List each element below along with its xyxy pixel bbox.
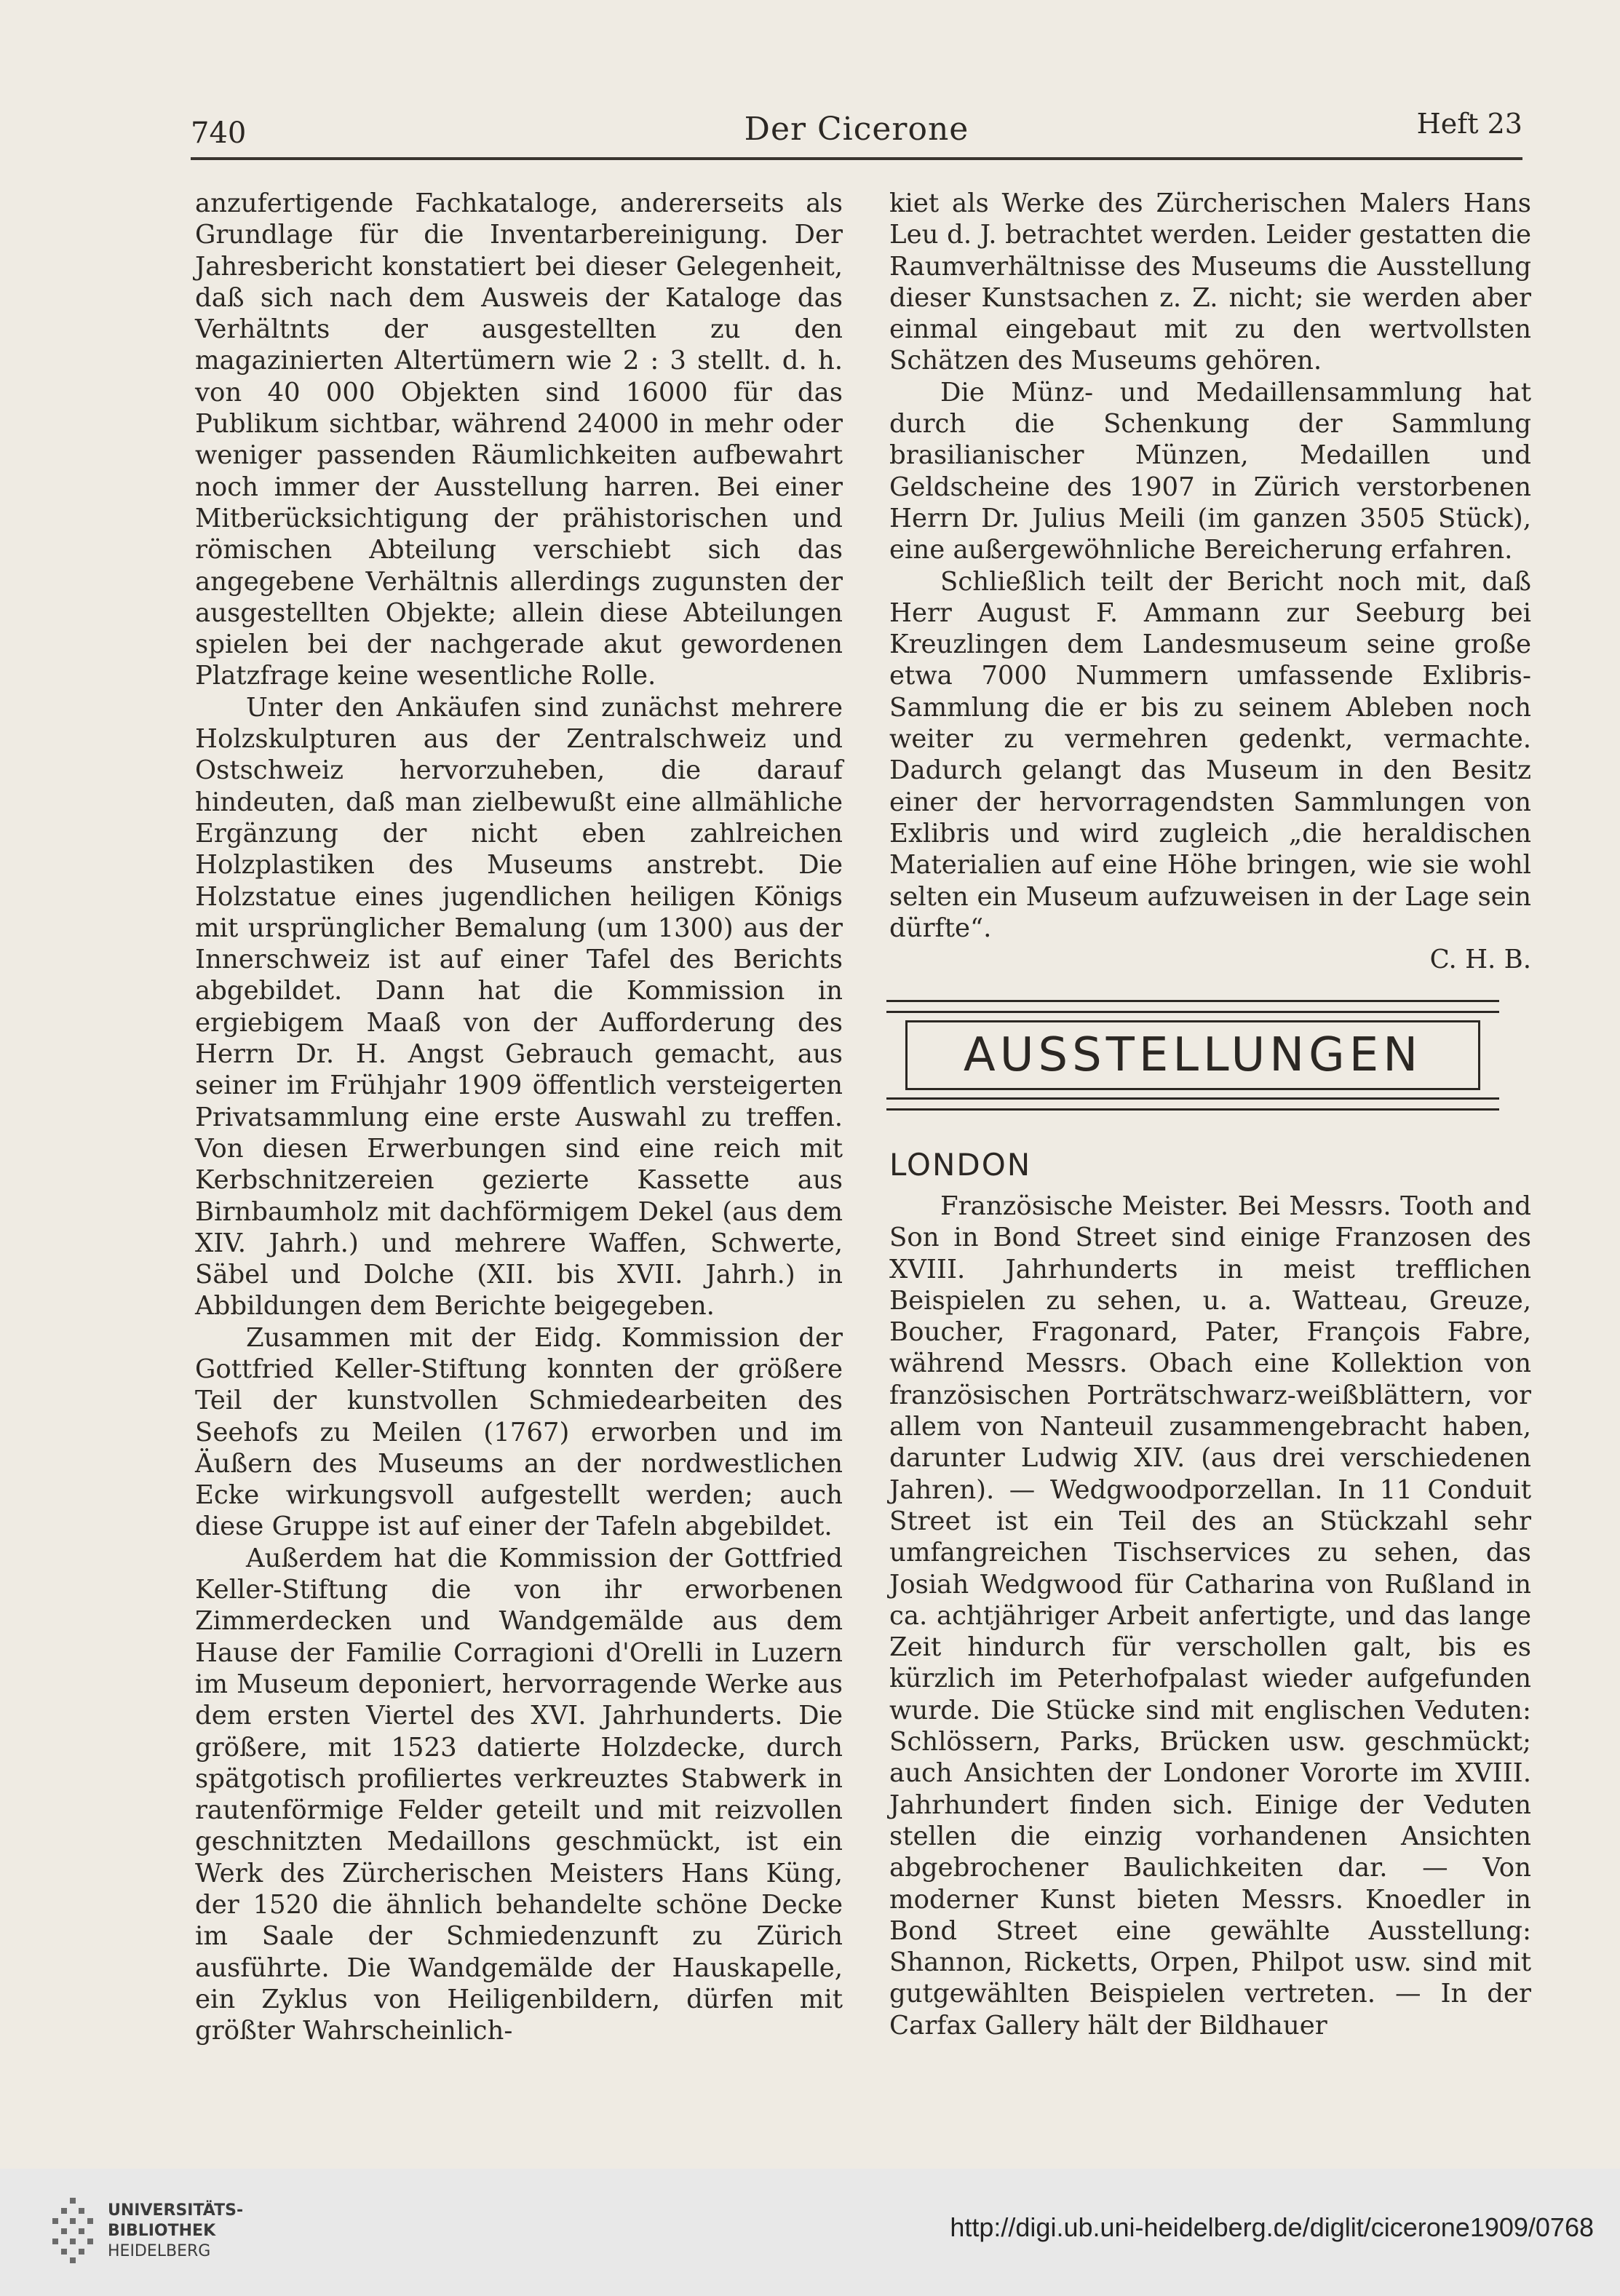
page-number: 740 bbox=[191, 116, 247, 150]
paragraph: Schließlich teilt der Bericht noch mit, daß Herr August F. Ammann zur Seeburg bei Kreuzlingen dem Landesmuseum seine große etwa 7000 Nummern umfassende Exlibris-Sammlung die er bis zu seinem Ableben noch weiter zu vermehren gedenkt, vermachte. Dadurch gelangt das Museum in den Besitz einer der hervorragendsten Sammlungen von Exlibris und wird zugleich „die heraldischen Materialien auf eine Höhe bringen, wie sie wohl selten ein Museum aufzuweisen in der Lage sein dürfte“. bbox=[889, 566, 1531, 943]
library-footer bbox=[0, 2169, 1620, 2296]
banner-rule-bottom bbox=[886, 1097, 1499, 1111]
right-column-bottom bbox=[889, 1191, 1531, 2041]
section-banner bbox=[886, 1000, 1499, 1111]
journal-title: Der Cicerone bbox=[744, 111, 969, 148]
section-heading: LONDON bbox=[889, 1147, 1032, 1183]
banner-title: AUSSTELLUNGEN bbox=[905, 1020, 1480, 1090]
paragraph: Französische Meister. Bei Messrs. Tooth and Son in Bond Street sind einige Franzosen des XVIII. Jahrhunderts in meist trefflichen Beispielen zu sehen, u. a. Watteau, Greuze, Boucher, Fragonard, Pater, François Fabre, während Messrs. Obach eine Kollektion von französischen Porträtschwarz-weißblättern, vor allem von Nanteuil zusammengebracht haben, darunter Ludwig XIV. (aus drei verschiedenen Jahren). — Wedgwoodporzellan. In 11 Conduit Street ist ein Teil des an Stückzahl sehr umfangreichen Tischservices zu sehen, das Josiah Wedgwood für Catharina von Rußland in ca. achtjähriger Arbeit anfertigte, und das lange Zeit hindurch für verschollen galt, bis es kürzlich im Peterhofpalast wieder aufgefunden wurde. Die Stücke sind mit englischen Veduten: Schlössern, Parks, Brücken usw. geschmückt; auch Ansichten der Londoner Vororte im XVIII. Jahrhundert finden sich. Einige der Veduten stellen die einzig vorhandenen Ansichten abgebrochener Baulichkeiten dar. — Von moderner Kunst bieten Messrs. Knoedler in Bond Street eine gewählte Ausstellung: Shannon, Ricketts, Orpen, Philpot usw. sind mit gutgewählten Beispielen vertreten. — In der Carfax Gallery hält der Bildhauer bbox=[889, 1191, 1531, 2041]
paragraph: Zusammen mit der Eidg. Kommission der Gottfried Keller-Stiftung konnten der größere Teil der kunstvollen Schmiedearbeiten des Seehofs zu Meilen (1767) erworben und im Äußern des Museums an der nordwestlichen Ecke wirkungsvoll aufgestellt werden; auch diese Gruppe ist auf einer der Tafeln abgebildet. bbox=[195, 1322, 843, 1542]
left-column bbox=[195, 188, 843, 2047]
right-column-top bbox=[889, 188, 1531, 975]
source-url[interactable]: http://digi.ub.uni-heidelberg.de/diglit/cicerone1909/0768 bbox=[950, 2212, 1594, 2242]
institution-name: UNIVERSITÄTS- BIBLIOTHEK HEIDELBERG bbox=[108, 2201, 244, 2260]
paragraph: Die Münz- und Medaillensammlung hat durch die Schenkung der Sammlung brasilianischer Münzen, Medaillen und Geldscheine des 1907 in Zürich verstorbenen Herrn Dr. Julius Meili (im ganzen 3505 Stück), eine außergewöhnliche Bereicherung erfahren. bbox=[889, 377, 1531, 565]
library-logo-icon bbox=[52, 2198, 93, 2263]
paragraph: kiet als Werke des Zürcherischen Malers Hans Leu d. J. betrachtet werden. Leider gestatten die Raumverhältnisse des Museums die Ausstellung dieser Kunstsachen z. Z. nicht; sie werden aber einmal eingebaut mit zu den wertvollsten Schätzen des Museums gehören. bbox=[889, 188, 1531, 376]
paragraph: anzufertigende Fachkataloge, andererseits als Grundlage für die Inventarbereinigung. Der Jahresbericht konstatiert bei dieser Gelegenheit, daß sich nach dem Ausweis der Kataloge das Verhältnts der ausgestellten zu den magazinierten Altertümern wie 2 : 3 stellt. d. h. von 40 000 Objekten sind 16000 für das Publikum sichtbar, während 24000 in mehr oder weniger passenden Räumlichkeiten aufbewahrt noch immer der Ausstellung harren. Bei einer Mitberücksichtigung der prähistorischen und römischen Abteilung verschiebt sich das angegebene Verhältnis allerdings zugunsten der ausgestellten Objekte; allein diese Abteilungen spielen bei der nachgerade akut gewordenen Platzfrage keine wesentliche Rolle. bbox=[195, 188, 843, 691]
running-head bbox=[191, 103, 1522, 162]
author-signature: C. H. B. bbox=[1429, 945, 1531, 975]
paragraph: Außerdem hat die Kommission der Gottfried Keller-Stiftung die von ihr erworbenen Zimmerdecken und Wandgemälde aus dem Hause der Familie Corragioni d'Orelli in Luzern im Museum deponiert, hervorragende Werke aus dem ersten Viertel des XVI. Jahrhunderts. Die größere, mit 1523 datierte Holzdecke, durch spätgotisch profiliertes verkreuztes Stabwerk in rautenförmige Felder geteilt und mit reizvollen geschnitzten Medaillons geschmückt, ist ein Werk des Zürcherischen Meisters Hans Küng, der 1520 die ähnlich behandelte schöne Decke im Saale der Schmiedenzunft zu Zürich ausführte. Die Wandgemälde der Hauskapelle, ein Zyklus von Heiligenbildern, dürfen mit größter Wahrscheinlich- bbox=[195, 1543, 843, 2046]
issue-label: Heft 23 bbox=[1416, 108, 1522, 140]
paragraph: Unter den Ankäufen sind zunächst mehrere Holzskulpturen aus der Zentralschweiz und Ostschweiz hervorzuheben, die darauf hindeuten, daß man zielbewußt eine allmähliche Ergänzung der nicht eben zahlreichen Holzplastiken des Museums anstrebt. Die Holzstatue eines jugendlichen heiligen Königs mit ursprünglicher Bemalung (um 1300) aus der Innerschweiz ist auf einer Tafel des Berichts abgebildet. Dann hat die Kommission in ergiebigem Maaß von der Aufforderung des Herrn Dr. H. Angst Gebrauch gemacht, aus seiner im Frühjahr 1909 öffentlich versteigerten Privatsammlung eine erste Auswahl zu treffen. Von diesen Erwerbungen sind eine reich mit Kerbschnitzereien gezierte Kassette aus Birnbaumholz mit dachförmigem Dekel (aus dem XIV. Jahrh.) und mehrere Waffen, Schwerte, Säbel und Dolche (XII. bis XVII. Jahrh.) in Abbildungen dem Berichte beigegeben. bbox=[195, 692, 843, 1322]
header-rule bbox=[191, 157, 1522, 160]
banner-rule-top bbox=[886, 1000, 1499, 1013]
